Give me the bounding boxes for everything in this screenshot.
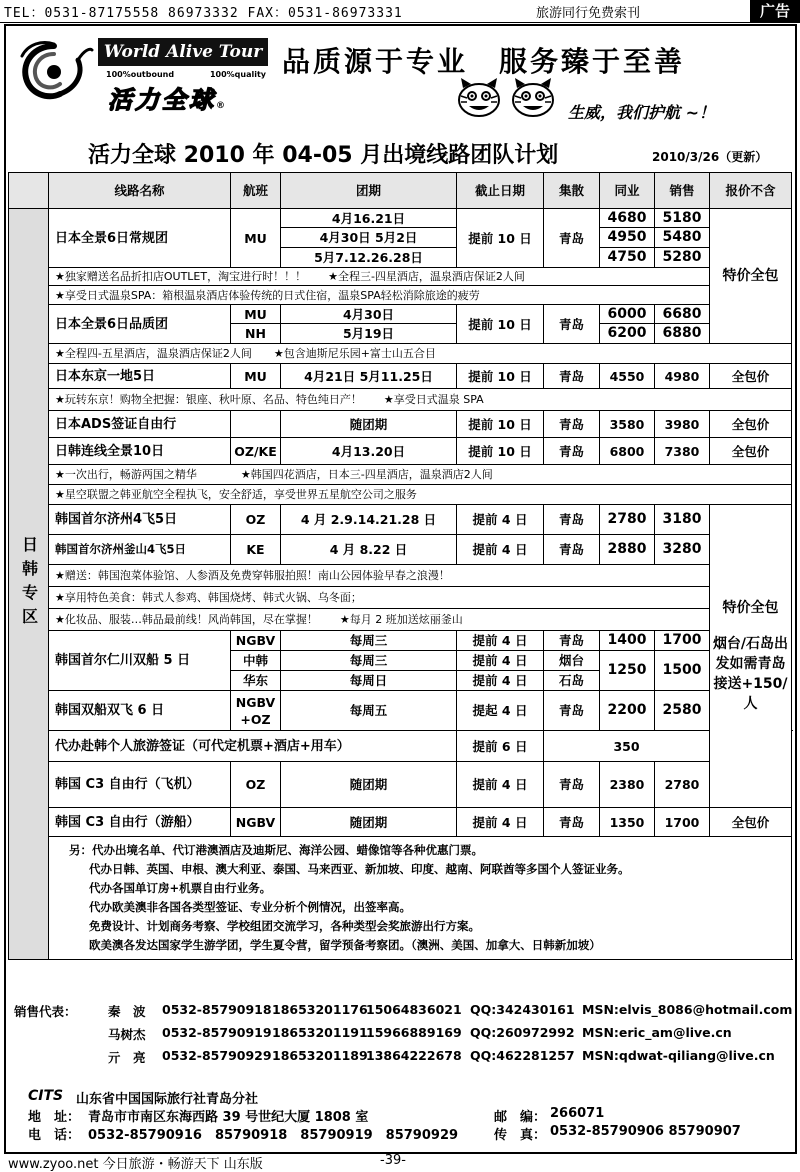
note: ★赠送：韩国泡菜体验馆、人参酒及免费穿韩服拍照！南山公园体验早春之浪漫！ [49,565,710,587]
tag-outbound: 100%outbound [106,70,175,79]
address: 青岛市市南区东海西路 39 号世纪大厦 1808 室 [88,1110,369,1125]
note: ★独家赠送名品折扣店OUTLET，淘宝进行时！！！ ★全程三-四星酒店，温泉酒店保证2人间 [49,268,710,286]
trade-price: 2880 [600,535,655,565]
trade-price: 6000 [600,305,655,324]
company-name: 山东省中国国际旅行社青岛分社 [76,1092,259,1107]
dates: 随团期 [281,808,457,837]
price-exclusion: 特价全包 [710,209,792,344]
sale-price: 3180 [655,505,710,535]
rep-mobile: 18653201176 [272,1002,368,1017]
zip: 266071 [550,1106,605,1121]
dates: 4 月 8.22 日 [281,535,457,565]
deadline: 提前 10 日 [457,209,544,268]
route-name: 日韩连线全景10日 [49,438,231,465]
deadline: 提前 4 日 [457,505,544,535]
note: ★玩转东京！购物全把握：银座、秋叶原、名品、特色纯日产！ ★享受日式温泉 SPA [49,389,792,411]
sale-price: 3980 [655,411,710,438]
sale-price: 5180 [655,209,710,228]
hub: 青岛 [544,305,600,344]
rep-msn: MSN:qdwat-qiliang@live.cn [582,1048,775,1063]
note-row [9,286,792,305]
note: ★享受日式温泉SPA：箱根温泉酒店体验传统的日式住宿，温泉SPA轻松消除旅途的疲劳 [49,286,710,305]
dates: 4 月 2.9.14.21.28 日 [281,505,457,535]
rep-mobile: 18653201191 [272,1025,368,1040]
page-footer [0,1152,800,1171]
table-header-row [9,173,792,209]
addr-label: 地 址： [28,1110,81,1125]
services-block [49,837,792,960]
hub: 烟台 [544,651,600,671]
route-name: 韩国首尔济州4飞5日 [49,505,231,535]
table-row [9,731,792,762]
rep-msn: MSN:elvis_8086@hotmail.com [582,1002,793,1017]
hub: 青岛 [544,762,600,808]
trade-price: 2380 [600,762,655,808]
header-cell: 团期 [281,173,457,209]
route-name: 韩国首尔仁川双船 5 日 [49,631,231,691]
trade-price: 4750 [600,248,655,268]
route-name: 日本ADS签证自由行 [49,411,231,438]
page-number: -39- [380,1153,406,1168]
deadline: 提前 10 日 [457,364,544,389]
tel-label: 电 话： [28,1128,81,1143]
note: ★全程四-五星酒店，温泉酒店保证2人间 ★包含迪斯尼乐园+富士山五合目 [49,344,792,364]
tag-quality: 100%quality [209,70,266,79]
sales-label: 销售代表： [14,1004,77,1019]
sale-price: 3280 [655,535,710,565]
rep-msn: MSN:eric_am@live.cn [582,1025,732,1040]
flight: NGBV +OZ [231,691,281,731]
rep-tel: 0532-85790918 [162,1002,272,1017]
hub: 青岛 [544,808,600,837]
note-row [9,485,792,505]
brand-tags [106,70,266,79]
tiger-mascot-icon [455,76,503,118]
table-row [9,631,792,651]
header-cell: 线路名称 [49,173,231,209]
flight: MU [231,209,281,268]
note-row [9,344,792,364]
deadline: 提前 4 日 [457,671,544,691]
flight: 中韩 [231,651,281,671]
price-exclusion: 全包价 [710,364,792,389]
service-line: 免费设计、计划商务考察、学校组团交流学习，各种类型会奖旅游出行方案。 [89,919,480,933]
tour-plan-table [8,172,792,960]
table-row [9,411,792,438]
zone-label: 日韩专区 [9,209,49,960]
service-line: 代办欧美澳非各国各类型签证、专业分析个例情况，出签率高。 [89,900,411,914]
note-row [9,389,792,411]
note: ★一次出行，畅游两国之精华 ★韩国四花酒店，日本三-四星酒店，温泉酒店2人间 [49,465,792,485]
note: ★星空联盟之韩亚航空全程执飞，安全舒适，享受世界五星航空公司之服务 [49,485,792,505]
route-name: 日本全景6日常规团 [49,209,231,268]
rep-qq: QQ:260972992 [470,1025,575,1040]
top-banner [0,0,800,23]
route-name: 韩国双船双飞 6 日 [49,691,231,731]
service-line: 欧美澳各发达国家学生游学团，学生夏令营，留学预备考察团。（澳洲、美国、加拿大、日韩新加坡） [89,938,601,952]
sale-price: 2580 [655,691,710,731]
trade-price: 3580 [600,411,655,438]
flight: MU [231,364,281,389]
dates: 随团期 [281,762,457,808]
rep-qq: QQ:342430161 [470,1002,575,1017]
rep-name: 亓 亮 [108,1050,146,1065]
table-row [9,762,792,808]
flight [231,411,281,438]
dates: 4月21日 5月11.25日 [281,364,457,389]
trade-price: 1400 [600,631,655,651]
plan-title: 活力全球 2010 年 04-05 月出境线路团队计划 [88,143,559,168]
rep-tel: 0532-85790919 [162,1025,272,1040]
table-row [9,505,792,535]
dates: 4月16.21日 [281,209,457,228]
dates: 4月30日 [281,305,457,324]
rep-mobile: 18653201189 [272,1048,368,1063]
note-row [9,609,792,631]
route-name: 韩国 C3 自由行（飞机） [49,762,231,808]
route-name: 代办赴韩个人旅游签证（可代定机票+酒店+用车） [49,731,457,762]
header-cell: 报价不含 [710,173,792,209]
brand-cn-text: 活力全球 [108,86,216,114]
note-row [9,565,792,587]
hub: 青岛 [544,411,600,438]
tagline: 生威，我们护航 ~！ [568,103,715,122]
services-row [9,837,792,960]
footer-site: www.zyoo.net 今日旅游・畅游天下 山东版 [8,1157,263,1172]
header-cell: 航班 [231,173,281,209]
rep-tel: 0532-85790929 [162,1048,272,1063]
brand-name-cn [108,80,228,115]
price-exclusion: 全包价 [710,411,792,438]
plan-date: 2010/3/26（更新） [652,150,768,164]
price-exclusion: 全包价 [710,808,792,837]
trade-price: 4680 [600,209,655,228]
sale-price: 7380 [655,438,710,465]
deadline: 提前 10 日 [457,411,544,438]
sale-price: 6880 [655,324,710,344]
dates: 每周三 [281,631,457,651]
deadline: 提前 10 日 [457,305,544,344]
hub: 青岛 [544,535,600,565]
table-row [9,209,792,228]
deadline: 提前 4 日 [457,631,544,651]
slogan: 品质源于专业 服务臻于至善 [282,45,686,78]
table-row [9,364,792,389]
tiger-mascot-icon [509,76,557,118]
trade-price: 2200 [600,691,655,731]
rep-name: 马树杰 [108,1027,146,1042]
side-line-1: 特价全包 [722,600,779,616]
note-row [9,268,792,286]
sale-price: 1500 [655,651,710,691]
fax-label: 传 真： [494,1128,547,1143]
header-cell: 销售 [655,173,710,209]
hub: 青岛 [544,364,600,389]
sale-price: 1700 [655,631,710,651]
trade-price: 4950 [600,228,655,248]
registered-mark: ® [216,101,228,111]
sale-price: 2780 [655,762,710,808]
sale-price: 5280 [655,248,710,268]
deadline: 提前 4 日 [457,808,544,837]
ad-tag: 广告 [750,0,800,22]
route-name: 韩国首尔济州釜山4飞5日 [49,535,231,565]
deadline: 提起 4 日 [457,691,544,731]
route-name: 韩国 C3 自由行（游船） [49,808,231,837]
flight: NGBV [231,631,281,651]
brand-name-en: World Alive Tour [98,38,268,66]
service-line: 另：代办出境名单、代订港澳酒店及迪斯尼、海洋公园、蜡像馆等各种优惠门票。 [69,843,483,857]
dates: 随团期 [281,411,457,438]
service-line: 代办各国单订房+机票自由行业务。 [89,881,272,895]
rep-mobile: 15966889169 [366,1025,462,1040]
table-row [9,438,792,465]
route-name: 日本东京一地5日 [49,364,231,389]
fax: 0532-85790906 85790907 [550,1124,741,1139]
rep-qq: QQ:462281257 [470,1048,575,1063]
trade-price: 2780 [600,505,655,535]
price-exclusion: 全包价 [710,438,792,465]
dates: 5月19日 [281,324,457,344]
hub: 青岛 [544,209,600,268]
rep-mobile: 15064836021 [366,1002,462,1017]
zip-label: 邮 编： [494,1110,547,1125]
rep-mobile: 13864222678 [366,1048,462,1063]
flame-swirl-logo-icon [14,36,94,106]
trade-price: 1350 [600,808,655,837]
deadline: 提前 4 日 [457,535,544,565]
dates: 4月30日 5月2日 [281,228,457,248]
flight: NGBV [231,808,281,837]
trade-price: 6200 [600,324,655,344]
table-row [9,535,792,565]
hub: 青岛 [544,631,600,651]
note: ★享用特色美食：韩式人参鸡、韩国烧烤、韩式火锅、乌冬面； [49,587,710,609]
flight: MU [231,305,281,324]
header-cell: 截止日期 [457,173,544,209]
contact-line: TEL：0531-87175558 86973332 FAX：0531-86973331 [4,6,403,21]
hub: 青岛 [544,691,600,731]
header-cell: 同业 [600,173,655,209]
table-row [9,808,792,837]
hub: 石岛 [544,671,600,691]
deadline: 提前 4 日 [457,651,544,671]
corner-cell [9,173,49,209]
rep-name: 秦 波 [108,1004,146,1019]
dates: 5月7.12.26.28日 [281,248,457,268]
deadline: 提前 4 日 [457,762,544,808]
dates: 每周三 [281,651,457,671]
deadline: 提前 6 日 [457,731,544,762]
trade-price: 4550 [600,364,655,389]
note-row [9,587,792,609]
sale-price: 4980 [655,364,710,389]
trade-price: 350 [544,731,710,762]
flight: OZ [231,505,281,535]
note: ★化妆品、服装…韩品最前线！风尚韩国，尽在掌握！ ★每月 2 班加送炫丽釜山 [49,609,710,631]
tel: 0532-85790916 85790918 85790919 85790929 [88,1128,459,1143]
table-row [9,305,792,324]
hub: 青岛 [544,438,600,465]
sale-price: 5480 [655,228,710,248]
flight: NH [231,324,281,344]
table-row [9,691,792,731]
sale-price: 1700 [655,808,710,837]
dates: 4月13.20日 [281,438,457,465]
hub: 青岛 [544,505,600,535]
trade-price: 6800 [600,438,655,465]
sale-price: 6680 [655,305,710,324]
flight: KE [231,535,281,565]
side-line-2: 烟台/石岛出发如需青岛接送+150/人 [712,636,789,712]
dates: 每周日 [281,671,457,691]
flight: OZ/KE [231,438,281,465]
price-exclusion [710,505,792,808]
header-cell: 集散 [544,173,600,209]
deadline: 提前 10 日 [457,438,544,465]
cits-logo: CITS [28,1088,64,1104]
note-row [9,465,792,485]
route-name: 日本全景6日品质团 [49,305,231,344]
dates: 每周五 [281,691,457,731]
flight: OZ [231,762,281,808]
flight: 华东 [231,671,281,691]
trade-price: 1250 [600,651,655,691]
publication-name: 旅游同行免费索刊 [536,6,641,21]
mascots [455,76,557,118]
service-line: 代办日韩、英国、申根、澳大利亚、泰国、马来西亚、新加坡、印度、越南、阿联酋等多国个人签证业务。 [89,862,630,876]
